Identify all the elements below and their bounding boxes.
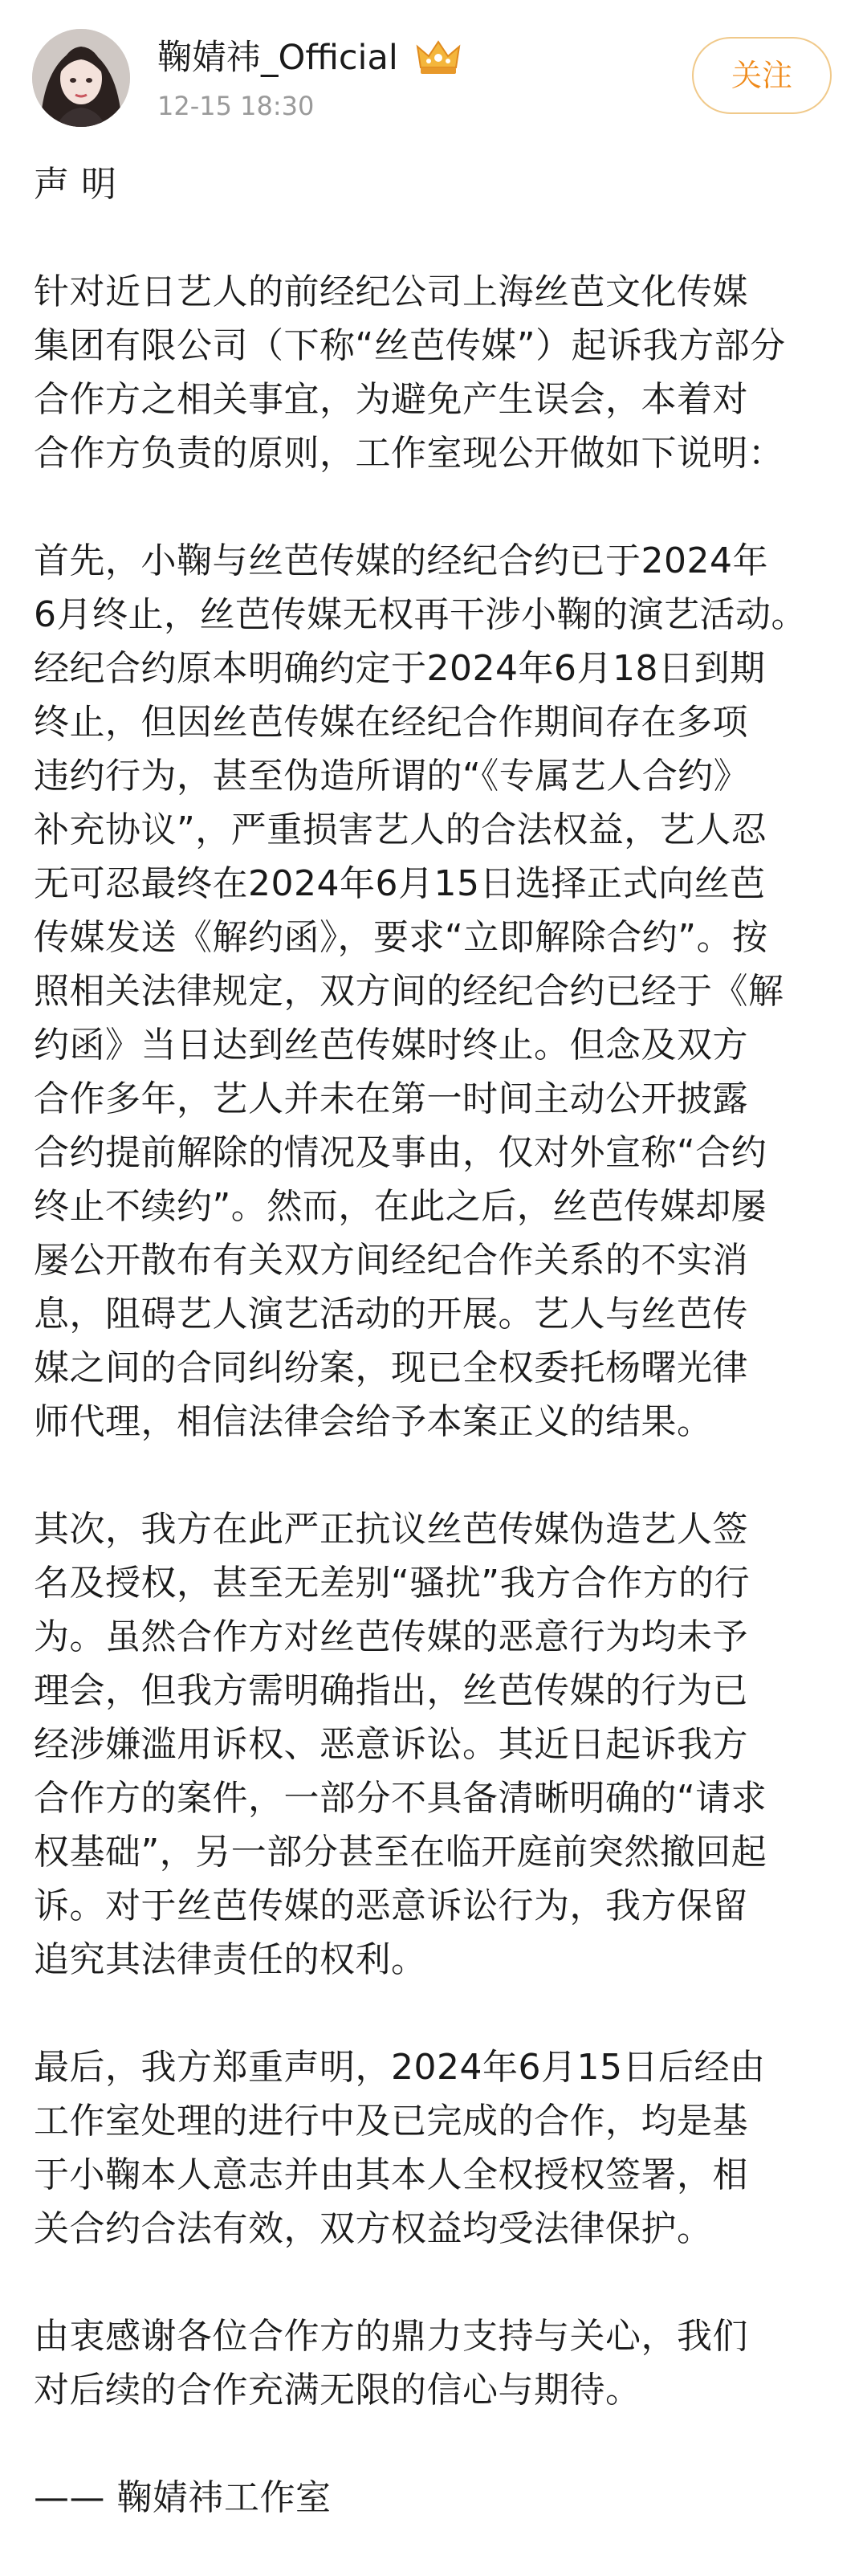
paragraph-5: 由衷感谢各位合作方的鼎力支持与关心，我们 对后续的合作充满无限的信心与期待。 [34,2316,748,2411]
statement-heading: 声 明 [34,164,117,205]
paragraph-3: 其次，我方在此严正抗议丝芭传媒伪造艺人签 名及授权，甚至无差别“骚扰”我方合作方的行 为。虽然合作方对丝芭传媒的恶意行为均未予 理会，但我方需明确指出，丝芭传媒的行为已 经涉嫌滥用诉权、恶意诉讼。其近日起诉我方 合作方的案件，一部分不具备清晰明确的“请求 权基础”，另一部分甚至在临开庭前突然撤回起 诉。对于丝芭传媒的恶意诉讼行为，我方保留 追究其法律责任的权利。 [34,1509,767,1980]
post-content [34,157,836,2525]
crown-badge-icon [414,37,462,77]
username[interactable]: 鞠婧祎_Official [157,38,398,78]
paragraph-4: 最后，我方郑重声明，2024年6月15日后经由 工作室处理的进行中及已完成的合作，均是基 于小鞠本人意志并由其本人全权授权签署，相 关合约合法有效，双方权益均受法律保护。 [34,2047,766,2249]
post-timestamp: 12-15 18:30 [157,91,315,121]
avatar[interactable] [32,29,130,127]
signature: —— 鞠婧祎工作室 [34,2477,332,2518]
follow-button[interactable]: 关注 [692,37,832,114]
post-header [0,0,867,137]
paragraph-2: 首先，小鞠与丝芭传媒的经纪合约已于2024年 6月终止，丝芭传媒无权再干涉小鞠的演艺活动。 经纪合约原本明确约定于2024年6月18日到期 终止，但因丝芭传媒在经纪合作期间存在多项 违约行为，甚至伪造所谓的“《专属艺人合约》 补充协议”，严重损害艺人的合法权益，艺人忍 无可忍最终在2024年6月15日选择正式向丝芭 传媒发送《解约函》，要求“立即解除合约”。按 照相关法律规定，双方间的经纪合约已经于《解 约函》当日达到丝芭传媒时终止。但念及双方 合作多年，艺人并未在第一时间主动公开披露 合约提前解除的情况及事由，仅对外宣称“合约 终止不续约”。然而，在此之后，丝芭传媒却屡 屡公开散布有关双方间经纪合作关系的不实消 息，阻碍艺人演艺活动的开展。艺人与丝芭传 媒之间的合同纠纷案，现已全权委托杨曙光律 师代理，相信法律会给予本案正义的结果。 [34,540,807,1442]
paragraph-1: 针对近日艺人的前经纪公司上海丝芭文化传媒 集团有限公司（下称“丝芭传媒”）起诉我方部分 合作方之相关事宜，为避免产生误会，本着对 合作方负责的原则，工作室现公开做如下说明： [34,271,786,474]
